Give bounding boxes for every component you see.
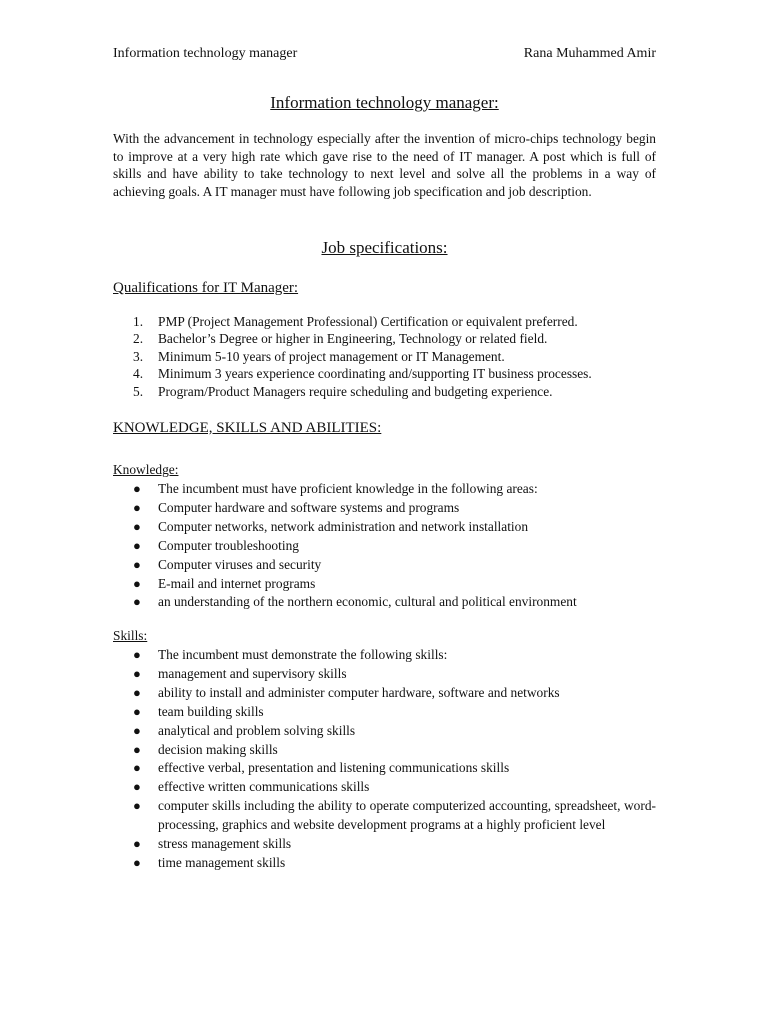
bullet-icon: ● [133, 779, 141, 795]
knowledge-item [113, 480, 656, 499]
list-number: 3. [133, 348, 144, 364]
knowledge-item-text: Computer hardware and software systems and programs [158, 499, 460, 515]
page-header [113, 45, 656, 63]
skill-item [113, 759, 656, 778]
qualification-item [113, 383, 656, 400]
skill-item [113, 835, 656, 854]
list-number: 4. [133, 366, 144, 382]
knowledge-item [113, 556, 656, 575]
knowledge-item-text: Computer viruses and security [158, 556, 322, 572]
bullet-icon: ● [133, 836, 141, 852]
skill-item-text: management and supervisory skills [158, 665, 347, 681]
ksa-heading: KNOWLEDGE, SKILLS AND ABILITIES: [113, 420, 382, 436]
bullet-icon: ● [133, 741, 141, 757]
qualification-item [113, 348, 656, 365]
main-title: Information technology manager: [270, 93, 499, 112]
qualification-text: Minimum 5-10 years of project management or IT Management. [158, 348, 505, 364]
skill-item-text: decision making skills [158, 741, 278, 757]
bullet-icon: ● [133, 684, 141, 700]
skill-item [113, 778, 656, 797]
bullet-icon: ● [133, 556, 141, 572]
bullet-icon: ● [133, 665, 141, 681]
skill-item-text: The incumbent must demonstrate the following skills: [158, 647, 448, 662]
qualifications-heading: Qualifications for IT Manager: [113, 280, 299, 296]
knowledge-item-text: Computer troubleshooting [158, 537, 299, 553]
knowledge-item-text: E-mail and internet programs [158, 575, 316, 591]
bullet-icon: ● [133, 722, 141, 738]
skill-item-text: stress management skills [158, 836, 292, 852]
skill-item-text: analytical and problem solving skills [158, 722, 356, 738]
qualification-text: PMP (Project Management Professional) Certification or equivalent preferred. [158, 314, 578, 329]
list-number: 5. [133, 383, 144, 399]
job-spec-title: Job specifications: [321, 238, 448, 257]
bullet-icon: ● [133, 518, 141, 534]
bullet-icon: ● [133, 499, 141, 515]
qualification-text: Bachelor’s Degree or higher in Engineering, Technology or related field. [158, 331, 548, 347]
skill-item-text: ability to install and administer computer hardware, software and networks [158, 684, 560, 700]
skill-item-text: time management skills [158, 854, 286, 870]
knowledge-item-text: The incumbent must have proficient knowledge in the following areas: [158, 481, 538, 496]
skill-item [113, 684, 656, 703]
knowledge-item-text: an understanding of the northern economic, cultural and political environment [158, 594, 577, 610]
bullet-icon: ● [133, 760, 141, 776]
bullet-icon: ● [133, 854, 141, 870]
qualification-item [113, 365, 656, 382]
skill-item [113, 741, 656, 760]
skill-item [113, 797, 656, 835]
bullet-icon: ● [133, 647, 141, 662]
skills-list [113, 646, 656, 873]
qualification-text: Minimum 3 years experience coordinating and/supporting IT business processes. [158, 366, 592, 382]
skill-item [113, 722, 656, 741]
skill-item [113, 665, 656, 684]
qualification-item [113, 313, 656, 330]
bullet-icon: ● [133, 594, 141, 610]
knowledge-item [113, 593, 656, 612]
header-title: Information technology manager [113, 46, 298, 61]
skill-item [113, 646, 656, 665]
skill-item-text: effective written communications skills [158, 779, 370, 795]
knowledge-item-text: Computer networks, network administration and network installation [158, 518, 529, 534]
knowledge-item [113, 499, 656, 518]
skills-heading: Skills: [113, 628, 148, 643]
knowledge-list [113, 480, 656, 612]
qualification-text: Program/Product Managers require scheduling and budgeting experience. [158, 383, 553, 399]
list-number: 2. [133, 331, 144, 347]
header-author: Rana Muhammed Amir [523, 46, 656, 61]
bullet-icon: ● [133, 537, 141, 553]
bullet-icon: ● [133, 575, 141, 591]
qualifications-list [113, 313, 656, 400]
skill-item-text: team building skills [158, 703, 264, 719]
knowledge-heading: Knowledge: [113, 462, 179, 477]
skill-item [113, 854, 656, 873]
knowledge-item [113, 575, 656, 594]
knowledge-item [113, 518, 656, 537]
bullet-icon: ● [133, 481, 141, 496]
skill-item [113, 703, 656, 722]
intro-paragraph: With the advancement in technology especially after the invention of micro-chips technology begin to improve at a very high rate which gave rise to the need of IT manager. A post which is full of skills and have ability to take technology to next level and solve all the problems in a way of achieving goals. A IT manager must have following job specification and job description. [113, 131, 656, 199]
qualification-item [113, 330, 656, 347]
skill-item-text: computer skills including the ability to operate computerized accounting, spreadsheet, word-processing, graphics and website development programs at a highly proficient level [158, 798, 656, 833]
skill-item-text: effective verbal, presentation and listening communications skills [158, 760, 510, 776]
bullet-icon: ● [133, 798, 141, 814]
knowledge-item [113, 537, 656, 556]
list-number: 1. [133, 314, 144, 329]
bullet-icon: ● [133, 703, 141, 719]
